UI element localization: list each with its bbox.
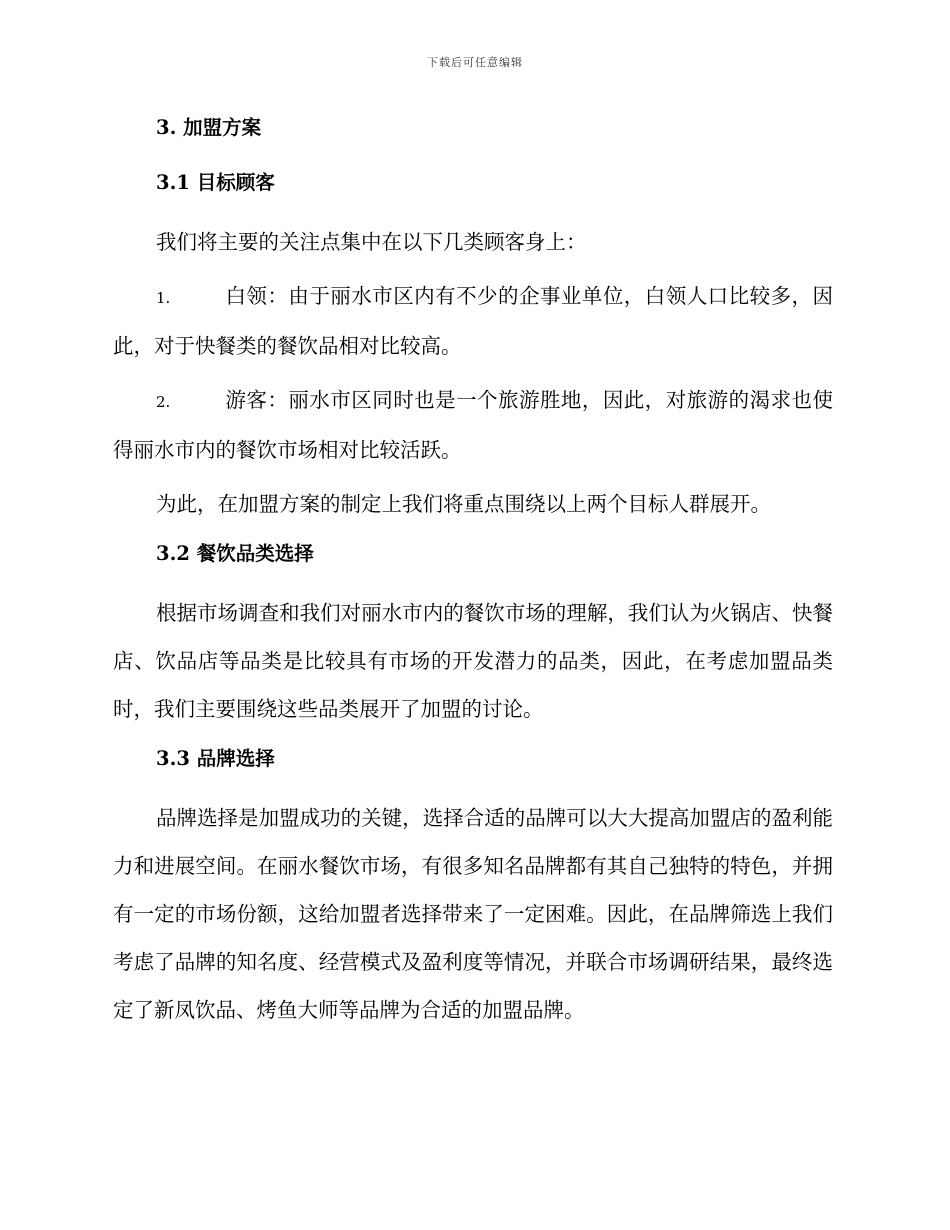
list-item xyxy=(113,376,833,474)
conclusion-paragraph: 为此，在加盟方案的制定上我们将重点围绕以上两个目标人群展开。 xyxy=(156,492,771,516)
subsection-title-category: 3.2 餐饮品类选择 xyxy=(156,542,314,565)
list-item-text: 白领：由于丽水市区内有不少的企事业单位，白领人口比较多，因此，对于快餐类的餐饮品相对比较高。 xyxy=(113,284,833,358)
list-item xyxy=(113,272,833,370)
subsection-title-target-customers: 3.1 目标顾客 xyxy=(156,171,275,194)
list-item-text: 游客：丽水市区同时也是一个旅游胜地，因此，对旅游的渴求也使得丽水市内的餐饮市场相对比较活跃。 xyxy=(113,388,833,462)
list-item-number: 2. xyxy=(156,393,171,411)
section-title: 3. 加盟方案 xyxy=(156,116,262,139)
subsection-title-brand: 3.3 品牌选择 xyxy=(156,747,275,770)
category-paragraph: 根据市场调查和我们对丽水市内的餐饮市场的理解，我们认为火锅店、快餐店、饮品店等品类是比较具有市场的开发潜力的品类，因此，在考虑加盟品类时，我们主要围绕这些品类展开了加盟的讨论。 xyxy=(113,601,833,721)
intro-paragraph: 我们将主要的关注点集中在以下几类顾客身上： xyxy=(156,230,587,254)
page-header-note: 下载后可任意编辑 xyxy=(427,56,523,69)
list-item-number: 1. xyxy=(156,289,171,307)
document-body xyxy=(113,108,833,1034)
brand-paragraph: 品牌选择是加盟成功的关键，选择合适的品牌可以大大提高加盟店的盈利能力和进展空间。在丽水餐饮市场，有很多知名品牌都有其自己独特的特色，并拥有一定的市场份额，这给加盟者选择带来了一定困难。因此，在品牌筛选上我们考虑了品牌的知名度、经营模式及盈利度等情况，并联合市场调研结果，最终选定了新凤饮品、烤鱼大师等品牌为合适的加盟品牌。 xyxy=(113,806,833,1022)
